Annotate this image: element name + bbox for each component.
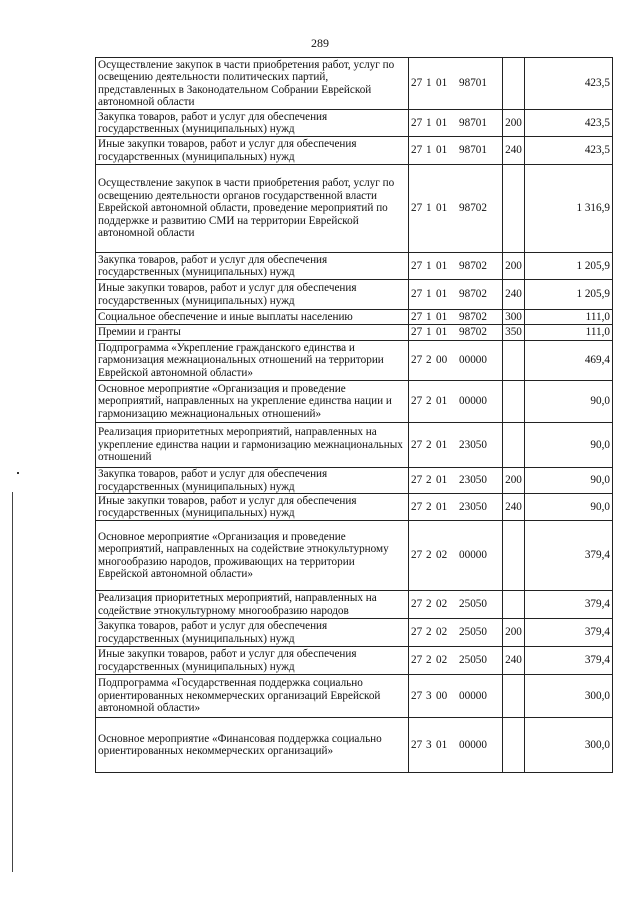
code-part: 01 (436, 202, 448, 215)
code-part: 27 (411, 626, 423, 639)
row-description: Осуществление закупок в части приобретения работ, услуг по освещению деятельности политических партий, представленных в Законодательном Собрании Еврейской автономной области (96, 58, 409, 110)
row-description: Подпрограмма «Укрепление гражданского единства и гармонизация межнациональных отношений на территории Еврейской автономной области» (96, 341, 409, 381)
row-code (409, 253, 503, 280)
code-part: 1 (426, 77, 432, 90)
table-row (96, 341, 613, 381)
row-amount: 379,4 (525, 521, 613, 591)
row-amount: 379,4 (525, 647, 613, 675)
row-expense-type: 240 (503, 137, 525, 165)
row-expense-type (503, 381, 525, 423)
code-part: 01 (436, 288, 448, 301)
table-row (96, 718, 613, 773)
row-amount: 1 205,9 (525, 280, 613, 310)
code-part: 00 (436, 354, 448, 367)
code-part: 27 (411, 144, 423, 157)
budget-table (95, 57, 613, 773)
code-part: 2 (426, 474, 432, 487)
row-expense-type: 240 (503, 494, 525, 521)
code-part: 01 (436, 310, 448, 323)
row-description: Подпрограмма «Государственная поддержка социально ориентированных некоммерческих организаций Еврейской автономной области» (96, 675, 409, 718)
code-part: 98702 (459, 202, 487, 215)
row-amount: 111,0 (525, 325, 613, 341)
row-description: Основное мероприятие «Финансовая поддержка социально ориентированных некоммерческих организаций» (96, 718, 409, 773)
page-number: 289 (311, 36, 329, 50)
row-description: Основное мероприятие «Организация и проведение мероприятий, направленных на содействие этнокультурному многообразию народов, проживающих на территории Еврейской автономной области» (96, 521, 409, 591)
row-amount: 1 316,9 (525, 165, 613, 253)
code-part: 27 (411, 288, 423, 301)
row-code (409, 165, 503, 253)
code-part: 27 (411, 310, 423, 323)
row-amount: 423,5 (525, 137, 613, 165)
code-part: 01 (436, 500, 448, 513)
code-part: 1 (426, 202, 432, 215)
code-part: 02 (436, 598, 448, 611)
row-amount: 423,5 (525, 110, 613, 137)
code-part: 01 (436, 738, 448, 751)
row-expense-type: 300 (503, 310, 525, 325)
row-description: Закупка товаров, работ и услуг для обеспечения государственных (муниципальных) нужд (96, 468, 409, 494)
row-expense-type (503, 58, 525, 110)
table-row (96, 423, 613, 468)
row-amount: 300,0 (525, 718, 613, 773)
table-row (96, 325, 613, 341)
code-part: 27 (411, 354, 423, 367)
code-part: 2 (426, 549, 432, 562)
code-part: 25050 (459, 654, 487, 667)
row-amount: 1 205,9 (525, 253, 613, 280)
row-code (409, 619, 503, 647)
row-code (409, 137, 503, 165)
table-row (96, 647, 613, 675)
row-code (409, 647, 503, 675)
code-part: 27 (411, 654, 423, 667)
row-code (409, 381, 503, 423)
code-part: 00000 (459, 354, 487, 367)
code-part: 27 (411, 474, 423, 487)
table-row (96, 619, 613, 647)
row-expense-type (503, 675, 525, 718)
code-part: 2 (426, 354, 432, 367)
code-part: 00000 (459, 395, 487, 408)
row-amount: 379,4 (525, 591, 613, 619)
table-row (96, 58, 613, 110)
row-description: Премии и гранты (96, 325, 409, 341)
row-expense-type: 240 (503, 280, 525, 310)
code-part: 98702 (459, 326, 487, 339)
code-part: 2 (426, 654, 432, 667)
code-part: 27 (411, 598, 423, 611)
code-part: 27 (411, 77, 423, 90)
row-expense-type (503, 423, 525, 468)
code-part: 27 (411, 395, 423, 408)
code-part: 98702 (459, 259, 487, 272)
code-part: 1 (426, 326, 432, 339)
row-code (409, 280, 503, 310)
code-part: 98702 (459, 310, 487, 323)
scan-artifact-line (12, 492, 13, 872)
row-code (409, 110, 503, 137)
code-part: 23050 (459, 438, 487, 451)
code-part: 23050 (459, 474, 487, 487)
row-code (409, 494, 503, 521)
row-expense-type (503, 718, 525, 773)
code-part: 01 (436, 438, 448, 451)
code-part: 2 (426, 438, 432, 451)
code-part: 2 (426, 395, 432, 408)
row-expense-type: 200 (503, 619, 525, 647)
row-code (409, 423, 503, 468)
code-part: 00000 (459, 738, 487, 751)
code-part: 00000 (459, 549, 487, 562)
code-part: 1 (426, 116, 432, 129)
table-row (96, 165, 613, 253)
code-part: 02 (436, 654, 448, 667)
row-expense-type: 200 (503, 468, 525, 494)
code-part: 01 (436, 144, 448, 157)
row-amount: 90,0 (525, 468, 613, 494)
code-part: 27 (411, 259, 423, 272)
code-part: 98701 (459, 144, 487, 157)
code-part: 25050 (459, 626, 487, 639)
row-code (409, 521, 503, 591)
code-part: 25050 (459, 598, 487, 611)
code-part: 27 (411, 202, 423, 215)
row-amount: 469,4 (525, 341, 613, 381)
row-amount: 90,0 (525, 494, 613, 521)
row-code (409, 468, 503, 494)
row-code (409, 341, 503, 381)
row-expense-type (503, 341, 525, 381)
code-part: 98701 (459, 77, 487, 90)
row-expense-type (503, 165, 525, 253)
row-code (409, 325, 503, 341)
code-part: 2 (426, 598, 432, 611)
code-part: 27 (411, 689, 423, 702)
code-part: 23050 (459, 500, 487, 513)
row-amount: 379,4 (525, 619, 613, 647)
row-description: Иные закупки товаров, работ и услуг для обеспечения государственных (муниципальных) нужд (96, 494, 409, 521)
table-row (96, 110, 613, 137)
code-part: 02 (436, 549, 448, 562)
code-part: 27 (411, 326, 423, 339)
row-expense-type: 350 (503, 325, 525, 341)
code-part: 3 (426, 738, 432, 751)
table-row (96, 521, 613, 591)
code-part: 01 (436, 116, 448, 129)
table-row (96, 494, 613, 521)
row-code (409, 675, 503, 718)
row-code (409, 58, 503, 110)
row-description: Реализация приоритетных мероприятий, направленных на укрепление единства нации и гармонизацию межнациональных отношений (96, 423, 409, 468)
code-part: 01 (436, 474, 448, 487)
row-amount: 111,0 (525, 310, 613, 325)
code-part: 3 (426, 689, 432, 702)
row-description: Иные закупки товаров, работ и услуг для обеспечения государственных (муниципальных) нужд (96, 647, 409, 675)
code-part: 27 (411, 438, 423, 451)
code-part: 02 (436, 626, 448, 639)
code-part: 1 (426, 288, 432, 301)
row-amount: 423,5 (525, 58, 613, 110)
code-part: 27 (411, 500, 423, 513)
row-description: Реализация приоритетных мероприятий, направленных на содействие этнокультурному многообразию народов (96, 591, 409, 619)
row-description: Основное мероприятие «Организация и проведение мероприятий, направленных на укрепление единства нации и гармонизацию межнациональных отношений» (96, 381, 409, 423)
row-amount: 90,0 (525, 381, 613, 423)
table-row (96, 675, 613, 718)
code-part: 27 (411, 116, 423, 129)
code-part: 1 (426, 259, 432, 272)
code-part: 01 (436, 259, 448, 272)
row-code (409, 718, 503, 773)
row-amount: 300,0 (525, 675, 613, 718)
table-row (96, 381, 613, 423)
row-expense-type (503, 591, 525, 619)
code-part: 00000 (459, 689, 487, 702)
code-part: 98701 (459, 116, 487, 129)
table-row (96, 280, 613, 310)
row-description: Закупка товаров, работ и услуг для обеспечения государственных (муниципальных) нужд (96, 619, 409, 647)
row-amount: 90,0 (525, 423, 613, 468)
code-part: 98702 (459, 288, 487, 301)
row-expense-type: 240 (503, 647, 525, 675)
row-expense-type: 200 (503, 253, 525, 280)
code-part: 00 (436, 689, 448, 702)
row-description: Осуществление закупок в части приобретения работ, услуг по освещению деятельности органов государственной власти Еврейской автономной области, проведение мероприятий по поддержке и развитию СМИ на территории Еврейской автономной области (96, 165, 409, 253)
row-expense-type (503, 521, 525, 591)
row-description: Социальное обеспечение и иные выплаты населению (96, 310, 409, 325)
row-description: Закупка товаров, работ и услуг для обеспечения государственных (муниципальных) нужд (96, 110, 409, 137)
table-row (96, 253, 613, 280)
table-row (96, 137, 613, 165)
code-part: 1 (426, 310, 432, 323)
table-row (96, 591, 613, 619)
code-part: 1 (426, 144, 432, 157)
code-part: 27 (411, 549, 423, 562)
code-part: 2 (426, 626, 432, 639)
code-part: 01 (436, 395, 448, 408)
code-part: 01 (436, 77, 448, 90)
code-part: 27 (411, 738, 423, 751)
table-row (96, 310, 613, 325)
row-code (409, 310, 503, 325)
row-expense-type: 200 (503, 110, 525, 137)
row-description: Иные закупки товаров, работ и услуг для обеспечения государственных (муниципальных) нужд (96, 280, 409, 310)
code-part: 01 (436, 326, 448, 339)
code-part: 2 (426, 500, 432, 513)
budget-table-body (96, 58, 613, 773)
row-description: Иные закупки товаров, работ и услуг для обеспечения государственных (муниципальных) нужд (96, 137, 409, 165)
row-code (409, 591, 503, 619)
scan-artifact-dot (17, 472, 19, 474)
table-row (96, 468, 613, 494)
row-description: Закупка товаров, работ и услуг для обеспечения государственных (муниципальных) нужд (96, 253, 409, 280)
